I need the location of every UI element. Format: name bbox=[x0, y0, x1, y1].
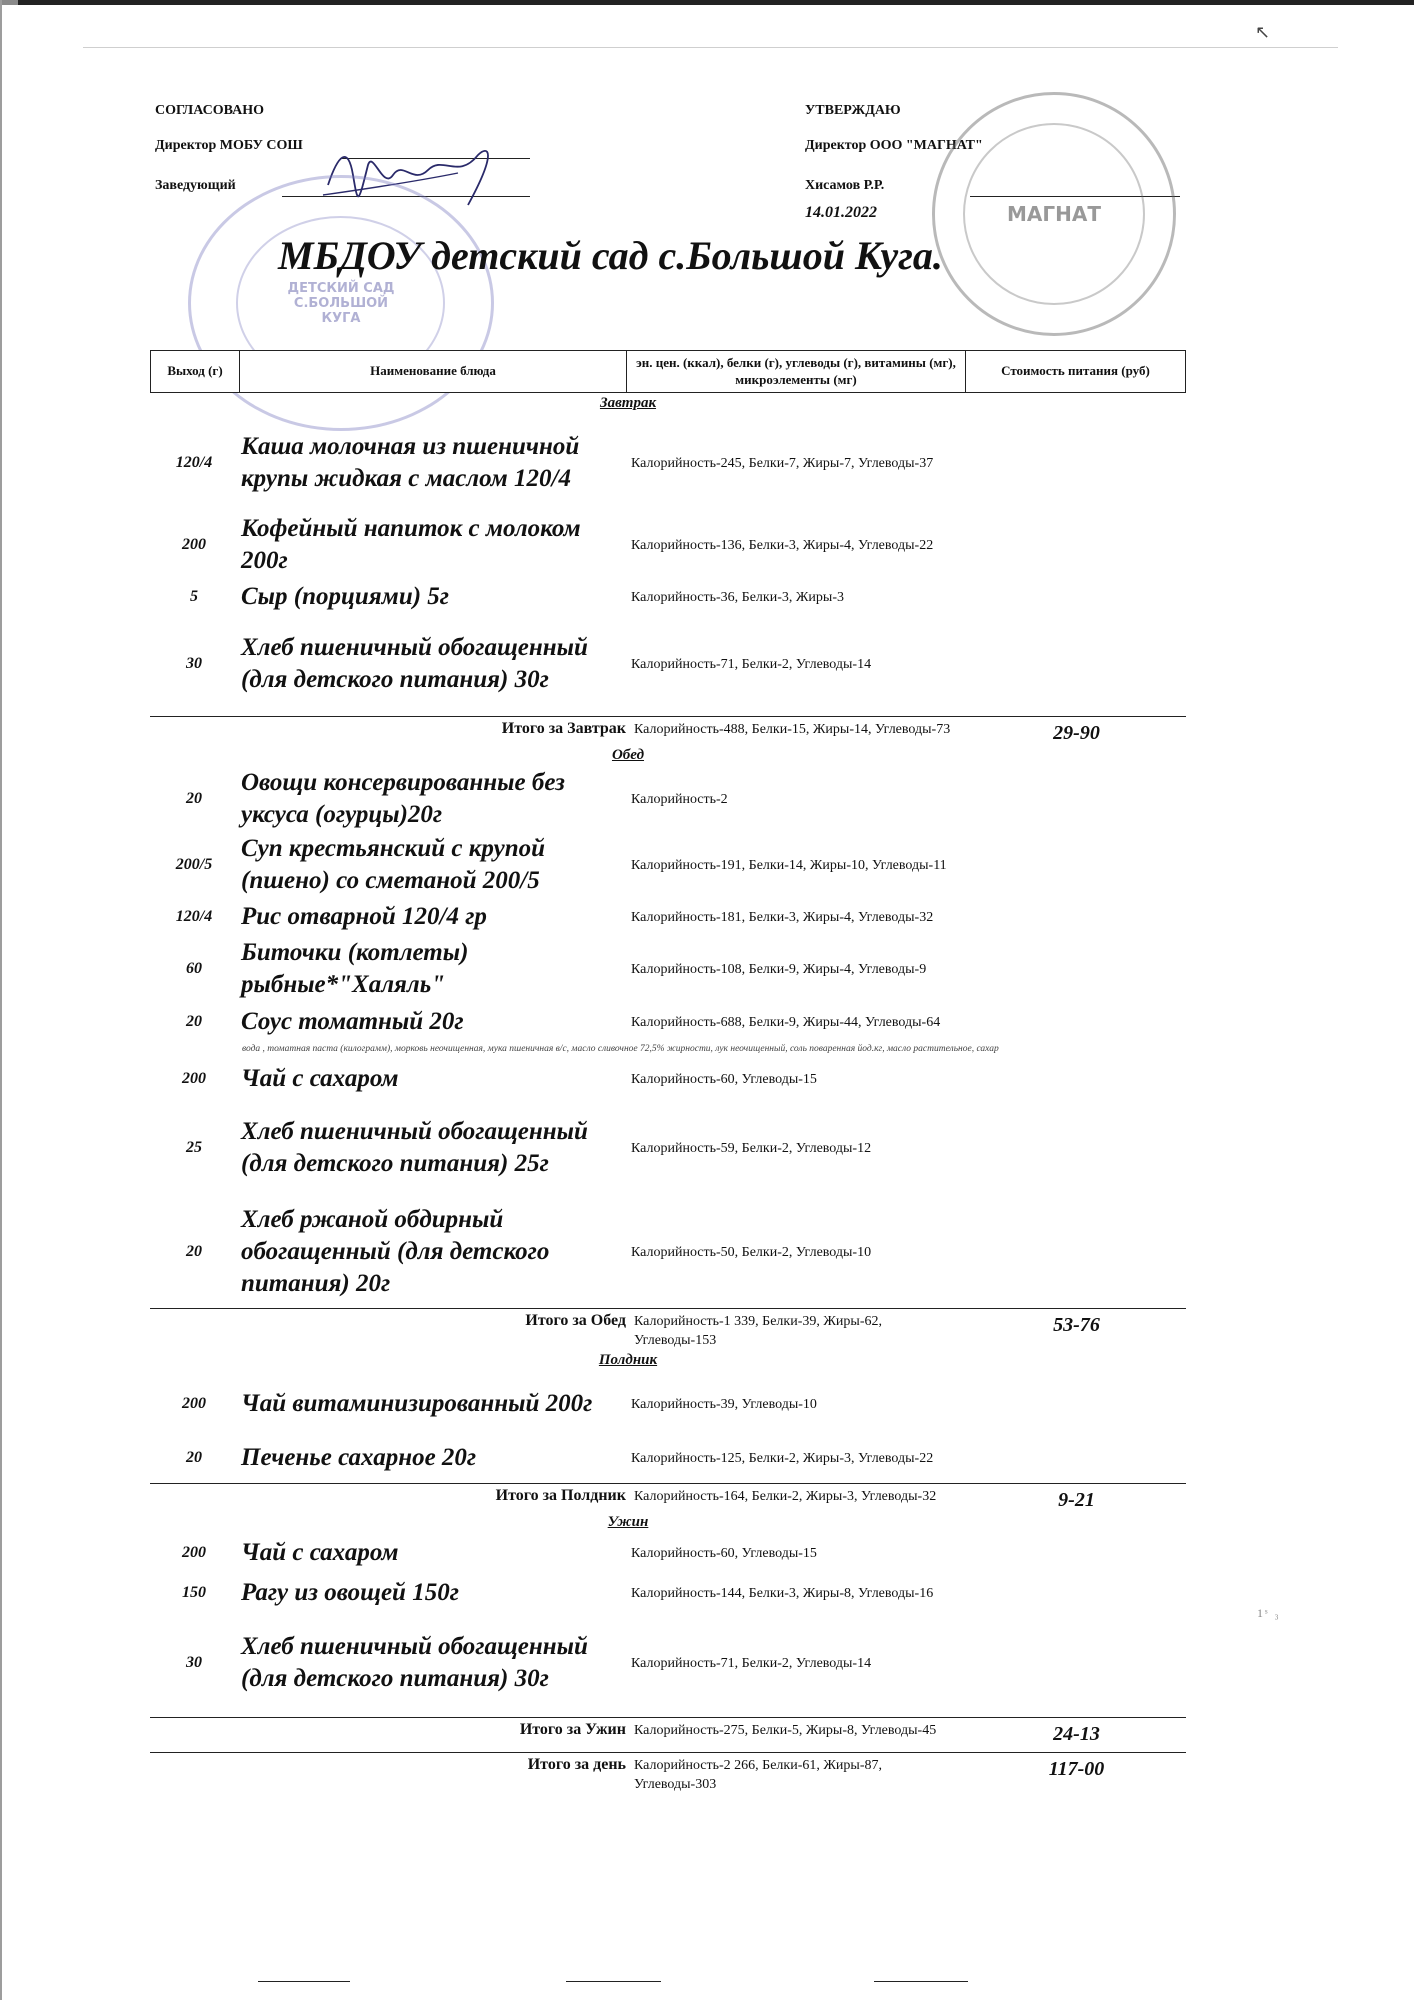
director-name: Хисамов Р.Р. bbox=[805, 178, 885, 193]
row-nutrition: Калорийность-36, Белки-3, Жиры-3 bbox=[631, 589, 844, 605]
row-nutrition: Калорийность-108, Белки-9, Жиры-4, Углеводы-9 bbox=[631, 961, 927, 977]
table-header bbox=[150, 350, 1186, 393]
row-nutrition: Калорийность-144, Белки-3, Жиры-8, Углеводы-16 bbox=[631, 1585, 934, 1601]
scan-edge-gap bbox=[0, 0, 18, 5]
row-qty: 25 bbox=[186, 1139, 202, 1156]
row-dish: Каша молочная из пшеничной крупы жидкая с маслом 120/4 bbox=[241, 433, 580, 492]
row-nutrition: Калорийность-39, Углеводы-10 bbox=[631, 1396, 817, 1412]
row-qty: 200 bbox=[182, 1395, 206, 1412]
total-label: Итого за Полдник bbox=[495, 1487, 626, 1504]
total-nutrition: Калорийность-488, Белки-15, Жиры-14, Углеводы-73 bbox=[634, 722, 951, 737]
total-label: Итого за Обед bbox=[525, 1312, 626, 1329]
row-nutrition: Калорийность-50, Белки-2, Углеводы-10 bbox=[631, 1244, 872, 1260]
table-row bbox=[150, 414, 1186, 512]
row-nutrition: Калорийность-59, Белки-2, Углеводы-12 bbox=[631, 1140, 872, 1156]
table-row bbox=[150, 1002, 1186, 1042]
row-nutrition: Калорийность-71, Белки-2, Углеводы-14 bbox=[631, 656, 872, 672]
section-breakfast-title: Завтрак bbox=[599, 395, 657, 411]
total-price: 24-13 bbox=[1053, 1723, 1100, 1745]
col-price-header: Стоимость питания (руб) bbox=[965, 351, 1185, 392]
col-qty-header: Выход (г) bbox=[167, 363, 223, 379]
breakfast-total-row bbox=[150, 716, 1186, 745]
row-qty: 30 bbox=[186, 655, 202, 672]
table-row bbox=[150, 578, 1186, 616]
approval-date: 14.01.2022 bbox=[805, 204, 877, 221]
scan-edge-left bbox=[0, 0, 2, 2000]
row-nutrition: Калорийность-2 bbox=[631, 791, 728, 807]
bottom-signature-line bbox=[566, 1981, 661, 1982]
row-dish: Овощи консервированные без уксуса (огурцы)20г bbox=[241, 769, 565, 828]
table-row bbox=[150, 1533, 1186, 1573]
table-row bbox=[150, 1062, 1186, 1096]
total-label: Итого за Ужин bbox=[519, 1721, 626, 1738]
row-qty: 60 bbox=[186, 960, 202, 977]
table-row bbox=[150, 832, 1186, 898]
total-nutrition: Калорийность-1 339, Белки-39, Жиры-62, Углеводы-153 bbox=[634, 1314, 882, 1348]
row-nutrition: Калорийность-71, Белки-2, Углеводы-14 bbox=[631, 1655, 872, 1671]
row-dish: Соус томатный 20г bbox=[241, 1008, 464, 1035]
total-price: 29-90 bbox=[1053, 722, 1100, 744]
scan-edge-top bbox=[0, 0, 1414, 5]
row-dish: Хлеб пшеничный обогащенный (для детского питания) 30г bbox=[241, 634, 588, 693]
table-row bbox=[150, 512, 1186, 578]
dinner-total-row bbox=[150, 1717, 1186, 1746]
row-qty: 20 bbox=[186, 1449, 202, 1466]
row-nutrition: Калорийность-181, Белки-3, Жиры-4, Углеводы-32 bbox=[631, 909, 934, 925]
row-dish: Кофейный напиток с молоком 200г bbox=[241, 515, 581, 574]
table-row bbox=[150, 1573, 1186, 1613]
row-qty: 30 bbox=[186, 1654, 202, 1671]
row-nutrition: Калорийность-125, Белки-2, Жиры-3, Углеводы-22 bbox=[631, 1450, 934, 1466]
row-dish: Чай витаминизированный 200г bbox=[241, 1390, 593, 1417]
row-dish: Чай с сахаром bbox=[241, 1065, 399, 1092]
top-rule bbox=[83, 47, 1338, 48]
director-school-label: Директор МОБУ СОШ bbox=[155, 138, 303, 153]
table-row bbox=[150, 1437, 1186, 1479]
table-row bbox=[150, 1613, 1186, 1713]
total-nutrition: Калорийность-164, Белки-2, Жиры-3, Углеводы-32 bbox=[634, 1489, 937, 1504]
row-dish: Сыр (порциями) 5г bbox=[241, 583, 450, 610]
table-row bbox=[150, 766, 1186, 832]
faint-mark: 1ˢ ₃ bbox=[1257, 1606, 1281, 1620]
row-qty: 5 bbox=[190, 588, 198, 605]
col-dish-header: Наименование блюда bbox=[239, 351, 626, 392]
row-dish: Хлеб пшеничный обогащенный (для детского питания) 25г bbox=[241, 1118, 588, 1177]
snack-total-row bbox=[150, 1483, 1186, 1512]
section-dinner-title: Ужин bbox=[607, 1514, 649, 1530]
row-qty: 200 bbox=[182, 1070, 206, 1087]
row-qty: 200/5 bbox=[175, 856, 213, 873]
table-row bbox=[150, 616, 1186, 712]
page-title: МБДОУ детский сад с.Большой Куга. bbox=[278, 233, 943, 278]
row-dish: Чай с сахаром bbox=[241, 1539, 399, 1566]
table-row bbox=[150, 1200, 1186, 1304]
row-qty: 120/4 bbox=[175, 908, 213, 925]
bottom-signature-line bbox=[874, 1981, 968, 1982]
table-row bbox=[150, 936, 1186, 1002]
row-nutrition: Калорийность-245, Белки-7, Жиры-7, Углеводы-37 bbox=[631, 455, 934, 471]
row-nutrition: Калорийность-136, Белки-3, Жиры-4, Углеводы-22 bbox=[631, 537, 934, 553]
row-qty: 120/4 bbox=[175, 454, 213, 471]
total-price: 53-76 bbox=[1053, 1314, 1100, 1336]
director-company-label: Директор ООО "МАГНАТ" bbox=[805, 138, 983, 153]
lunch-total-row bbox=[150, 1308, 1186, 1350]
day-total-row bbox=[150, 1752, 1186, 1794]
day-total-label: Итого за день bbox=[527, 1756, 626, 1773]
row-nutrition: Калорийность-688, Белки-9, Жиры-44, Углеводы-64 bbox=[631, 1014, 941, 1030]
row-qty: 20 bbox=[186, 1243, 202, 1260]
row-dish: Хлеб ржаной обдирный обогащенный (для детского питания) 20г bbox=[241, 1206, 550, 1297]
table-row bbox=[150, 898, 1186, 936]
row-nutrition: Калорийность-60, Углеводы-15 bbox=[631, 1545, 817, 1561]
day-total-nutrition: Калорийность-2 266, Белки-61, Жиры-87, Углеводы-303 bbox=[634, 1758, 882, 1792]
row-dish: Печенье сахарное 20г bbox=[241, 1444, 477, 1471]
row-nutrition: Калорийность-60, Углеводы-15 bbox=[631, 1071, 817, 1087]
row-nutrition: Калорийность-191, Белки-14, Жиры-10, Углеводы-11 bbox=[631, 857, 947, 873]
row-dish: Биточки (котлеты) рыбные*"Халяль" bbox=[241, 939, 469, 998]
company-stamp: МАГНАТ bbox=[932, 92, 1176, 336]
agreed-heading: СОГЛАСОВАНО bbox=[155, 103, 264, 118]
corner-mark: ↖ bbox=[1255, 22, 1271, 43]
row-qty: 200 bbox=[182, 1544, 206, 1561]
row-qty: 20 bbox=[186, 790, 202, 807]
kindergarten-stamp: ДЕТСКИЙ САД С.БОЛЬШОЙ КУГА bbox=[188, 175, 494, 431]
section-snack-title: Полдник bbox=[598, 1352, 658, 1368]
row-dish: Суп крестьянский с крупой (пшено) со сметаной 200/5 bbox=[241, 835, 546, 894]
col-nutrition-header: эн. цен. (ккал), белки (г), углеводы (г), витамины (мг), микроэлементы (мг) bbox=[626, 351, 965, 392]
approve-heading: УТВЕРЖДАЮ bbox=[805, 103, 901, 118]
ingredients-note: вода , томатная паста (килограмм), морковь неочищенная, мука пшеничная в/с, масло сливочное 72,5% жирности, лук неочищенный, соль поваренная йод.кг, масло растительное, сахар bbox=[242, 1044, 999, 1054]
row-qty: 200 bbox=[182, 536, 206, 553]
table-row bbox=[150, 1371, 1186, 1437]
day-total-price: 117-00 bbox=[1048, 1758, 1105, 1780]
row-qty: 150 bbox=[182, 1584, 206, 1601]
total-label: Итого за Завтрак bbox=[501, 720, 626, 737]
table-row bbox=[150, 1096, 1186, 1200]
section-lunch-title: Обед bbox=[611, 747, 645, 763]
bottom-signature-line bbox=[258, 1981, 350, 1982]
total-nutrition: Калорийность-275, Белки-5, Жиры-8, Углеводы-45 bbox=[634, 1723, 937, 1738]
row-dish: Хлеб пшеничный обогащенный (для детского питания) 30г bbox=[241, 1633, 588, 1692]
total-price: 9-21 bbox=[1058, 1489, 1095, 1511]
row-qty: 20 bbox=[186, 1013, 202, 1030]
head-label: Заведующий bbox=[155, 178, 236, 193]
row-dish: Рис отварной 120/4 гр bbox=[241, 903, 487, 930]
row-dish: Рагу из овощей 150г bbox=[241, 1579, 459, 1606]
menu-table bbox=[150, 350, 1186, 1794]
